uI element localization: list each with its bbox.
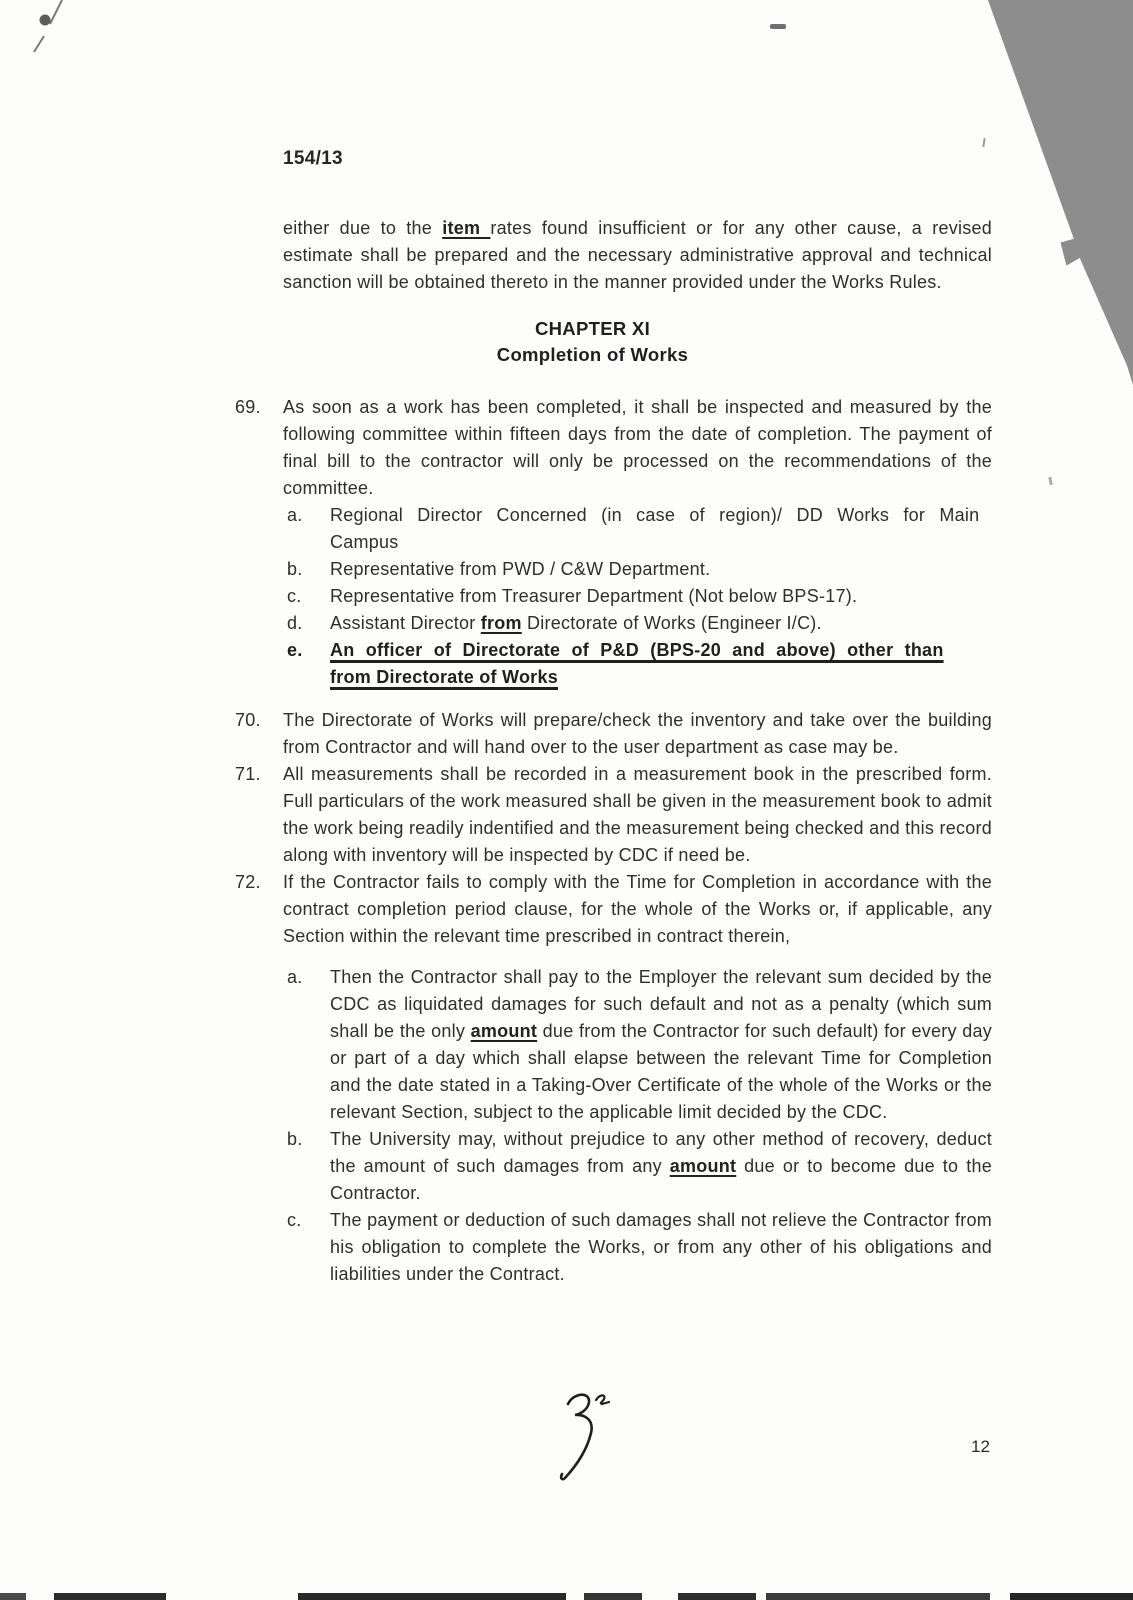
subitem-post: Directorate of Works (Engineer I/C). — [521, 613, 822, 633]
scan-dash-artifact — [770, 24, 786, 29]
subitem-label: e. — [287, 640, 303, 660]
subitem-a — [287, 502, 992, 556]
subitem-label: d. — [287, 613, 303, 633]
clause-72 — [235, 869, 993, 1288]
doc-code: 154/13 — [283, 148, 343, 169]
subitem-line: from Directorate of Works — [330, 667, 558, 687]
subitem-text: Representative from PWD / C&W Department. — [330, 559, 711, 579]
clause-71 — [235, 761, 993, 869]
page-number: 12 — [971, 1437, 990, 1456]
subitem-emphasis: amount — [669, 1156, 737, 1176]
subitem-pre: Assistant Director — [330, 613, 481, 633]
intro-emphasis: item — [442, 218, 491, 238]
chapter-subtitle: Completion of Works — [496, 344, 689, 365]
scan-speck-artifact — [1048, 477, 1052, 485]
subitem-label: b. — [287, 559, 303, 579]
handwritten-mark — [540, 1388, 630, 1488]
subitem-label: a. — [287, 967, 303, 987]
chapter-heading — [238, 316, 947, 368]
subitem-label: a. — [287, 505, 303, 525]
subitem-c — [287, 1207, 992, 1288]
subitem-text — [330, 637, 992, 691]
subitem-text: Representative from Treasurer Department (Not below BPS-17). — [330, 586, 858, 606]
clause-number: 69. — [235, 397, 261, 417]
clause-text: The Directorate of Works will prepare/check the inventory and take over the building from Contractor and will hand over to the user department as case may be. — [283, 710, 992, 757]
clause-number: 71. — [235, 764, 261, 784]
scan-corner-fold-artifact — [985, 0, 1133, 385]
subitem-emphasis: amount — [470, 1021, 538, 1041]
clause-text: If the Contractor fails to comply with the Time for Completion in accordance with the contract completion period clause, for the whole of the Works or, if applicable, any Section within the relevant time prescribed in contract therein, — [283, 872, 992, 946]
subitem-text: The payment or deduction of such damages shall not relieve the Contractor from his obligation to complete the Works, or from any other of his obligations and liabilities under the Contract. — [330, 1210, 992, 1284]
subitem-d — [287, 610, 992, 637]
chapter-title: CHAPTER XI — [534, 318, 651, 339]
subitem-text — [330, 502, 992, 556]
subitem-label: b. — [287, 1129, 303, 1149]
intro-text-cont: rates found insufficient or for any other cause, a revised estimate shall be prepared and the necessary administrative approval and technical sanction will be obtained thereto in the manner provided under the Works Rules. — [283, 218, 992, 292]
subitem-pre: The University may, without prejudice to any other method of recovery, deduct the amount of such damages from any — [330, 1129, 992, 1176]
subitem-pre: Then the Contractor shall pay to the Employer the relevant sum decided by the CDC as liquidated damages for such default and not as a penalty (which sum shall be the only — [330, 967, 992, 1041]
subitem-text — [330, 1126, 992, 1207]
subitem-a — [287, 964, 992, 1126]
subitem-post: due from the Contractor for such default) for every day or part of a day which shall elapse between the relevant Time for Completion and the date stated in a Taking-Over Certificate of the whole of the Works or the relevant Section, subject to the applicable limit decided by the CDC. — [330, 1021, 992, 1122]
subitem-b — [287, 556, 992, 583]
pen-mark-icon — [10, 0, 80, 70]
subitem-e — [287, 637, 992, 691]
clause-69-sublist — [283, 502, 992, 691]
subitem-emphasis: from — [480, 613, 522, 633]
subitem-b — [287, 1126, 992, 1207]
intro-paragraph — [283, 215, 992, 296]
scan-speck-artifact — [982, 138, 985, 147]
subitem-text — [330, 964, 992, 1126]
document-content — [235, 148, 993, 1288]
subitem-line: Campus — [330, 532, 399, 552]
subitem-text — [330, 610, 992, 637]
subitem-post: due or to become due to the Contractor. — [330, 1156, 992, 1203]
clause-70 — [235, 707, 993, 761]
clause-number: 70. — [235, 710, 261, 730]
clause-text: As soon as a work has been completed, it shall be inspected and measured by the following committee within fifteen days from the date of completion. The payment of final bill to the contractor will only be processed on the recommendations of the committee. — [283, 397, 992, 498]
scan-bottom-band-artifact — [0, 1592, 1133, 1600]
subitem-label: c. — [287, 1210, 302, 1230]
subitem-c — [287, 583, 992, 610]
intro-text: either due to the — [283, 218, 443, 238]
subitem-line: Regional Director Concerned (in case of region)/ DD Works for Main — [330, 505, 980, 525]
clause-69 — [235, 394, 993, 691]
subitem-label: c. — [287, 586, 302, 606]
clause-number: 72. — [235, 872, 261, 892]
clause-72-sublist — [283, 964, 992, 1288]
subitem-line: An officer of Directorate of P&D (BPS-20 and above) other than — [330, 640, 944, 660]
clause-text: All measurements shall be recorded in a measurement book in the prescribed form. Full particulars of the work measured shall be given in the measurement book to admit the work being readily indentified and the measurement being checked and this record along with inventory will be inspected by CDC if need be. — [283, 764, 992, 865]
